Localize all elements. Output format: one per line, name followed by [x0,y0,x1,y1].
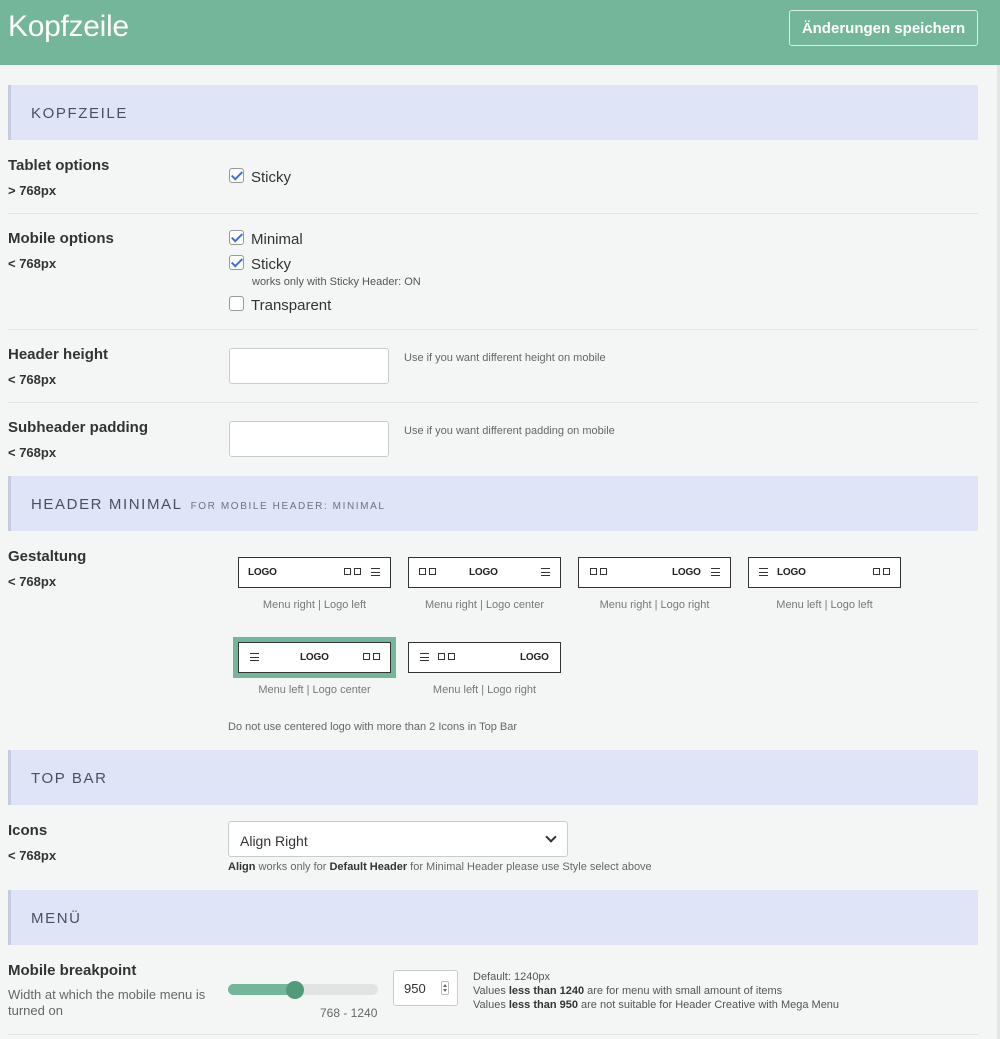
slider-fill [228,984,295,995]
gestaltung-note: Do not use centered logo with more than 2 Icons in Top Bar [228,721,518,733]
mobile-minimal-checkbox[interactable] [229,230,244,245]
tablet-sticky-label: Sticky [251,169,292,186]
section-kopfzeile [8,85,978,140]
subheader-padding-label: Subheader padding [8,419,149,436]
section-title: KOPFZEILE [31,105,128,122]
tablet-options-label: Tablet options [8,157,110,174]
breakpoint-number-input[interactable] [393,970,458,1006]
layout-option-caption: Menu right | Logo left [262,599,367,611]
tablet-options-sub: > 768px [8,183,57,198]
logo-text: LOGO [672,567,701,578]
section-header-minimal [8,476,978,531]
mobile-transparent-checkbox[interactable] [229,296,244,311]
note-prefix: Values [473,999,509,1011]
icons-note-bold-align: Align [228,861,256,873]
note-prefix: Values [473,985,509,997]
icon-square [438,653,445,660]
slider-range-label: 768 - 1240 [320,1006,378,1020]
layout-option-menu-right-logo-right[interactable] [578,557,731,588]
icon-square [883,568,890,575]
section-title: TOP BAR [31,770,108,787]
layout-option-caption: Menu right | Logo center [424,599,545,611]
header-height-sub: < 768px [8,372,57,387]
icons-note-end: for Minimal Header please use Style select above [407,861,652,873]
icons-note [228,861,652,873]
layout-option-caption: Menu left | Logo left [776,599,873,611]
icon-square [448,653,455,660]
header-height-input[interactable] [229,348,389,384]
gestaltung-label: Gestaltung [8,548,87,565]
hamburger-icon [759,568,768,576]
mobile-breakpoint-label: Mobile breakpoint [8,962,137,979]
save-changes-button[interactable]: Änderungen speichern [789,10,978,46]
select-value: Align Right [240,833,308,849]
icon-square [363,653,370,660]
chevron-down-icon [545,831,556,842]
logo-text: LOGO [300,652,329,663]
icon-square [600,568,607,575]
stepper-icon[interactable] [441,981,449,995]
hamburger-icon [371,568,380,576]
logo-text: LOGO [520,652,549,663]
section-title: MENÜ [31,910,82,927]
breakpoint-slider[interactable] [228,984,378,995]
mobile-sticky-checkbox[interactable] [229,255,244,270]
mobile-minimal-label: Minimal [251,231,303,248]
note-bold: less than 1240 [508,985,585,997]
subheader-padding-sub: < 768px [8,445,57,460]
subheader-padding-hint: Use if you want different padding on mobile [404,425,615,437]
icon-square [419,568,426,575]
breakpoint-note-2 [473,999,839,1011]
section-subtitle: FOR MOBILE HEADER: MINIMAL [190,501,386,512]
mobile-options-sub: < 768px [8,256,57,271]
note-suffix: are for menu with small amount of items [584,985,783,997]
layout-option-menu-left-logo-center[interactable] [238,642,391,673]
icons-label: Icons [8,822,48,839]
icons-note-bold-default: Default Header [329,861,408,873]
header-height-hint: Use if you want different height on mobile [404,352,606,364]
hamburger-icon [541,568,550,576]
gestaltung-sub: < 768px [8,574,57,589]
row-divider [8,1034,978,1035]
row-divider [8,213,978,214]
mobile-transparent-label: Transparent [251,297,332,314]
layout-option-caption: Menu right | Logo right [599,599,710,611]
section-menu [8,890,978,945]
number-value: 950 [404,981,426,996]
hamburger-icon [250,653,259,661]
icons-sub: < 768px [8,848,57,863]
header-height-label: Header height [8,346,109,363]
hamburger-icon [420,653,429,661]
row-divider [8,329,978,330]
icon-square [429,568,436,575]
logo-text: LOGO [777,567,806,578]
note-suffix: are not suitable for Header Creative with Mega Menu [577,999,840,1011]
logo-text: LOGO [248,567,277,578]
layout-option-menu-left-logo-right[interactable] [408,642,561,673]
note-bold: less than 950 [508,999,578,1011]
page-title: Kopfzeile [8,10,129,43]
slider-thumb[interactable] [286,981,304,999]
icons-note-mid: works only for [255,861,330,873]
breakpoint-note-1 [473,985,782,997]
section-title-text: HEADER MINIMAL [31,496,183,513]
mobile-sticky-label: Sticky [251,256,292,273]
section-top-bar [8,750,978,805]
mobile-breakpoint-description: Width at which the mobile menu is turned on [8,987,206,1018]
mobile-options-label: Mobile options [8,230,114,247]
top-header-bar [0,0,1000,65]
icon-square [873,568,880,575]
icon-square [590,568,597,575]
hamburger-icon [711,568,720,576]
mobile-sticky-note: works only with Sticky Header: ON [252,276,421,288]
layout-option-menu-right-logo-left[interactable] [238,557,391,588]
breakpoint-default-text: Default: 1240px [473,971,551,983]
section-title [31,496,386,513]
layout-option-menu-left-logo-left[interactable] [748,557,901,588]
subheader-padding-input[interactable] [229,421,389,457]
layout-option-caption: Menu left | Logo right [432,684,537,696]
logo-text: LOGO [469,567,498,578]
row-divider [8,402,978,403]
tablet-sticky-checkbox[interactable] [229,168,244,183]
icons-align-select[interactable] [228,821,568,857]
layout-option-menu-right-logo-center[interactable] [408,557,561,588]
layout-option-caption: Menu left | Logo center [258,684,371,696]
icon-square [344,568,351,575]
icon-square [373,653,380,660]
icon-square [354,568,361,575]
